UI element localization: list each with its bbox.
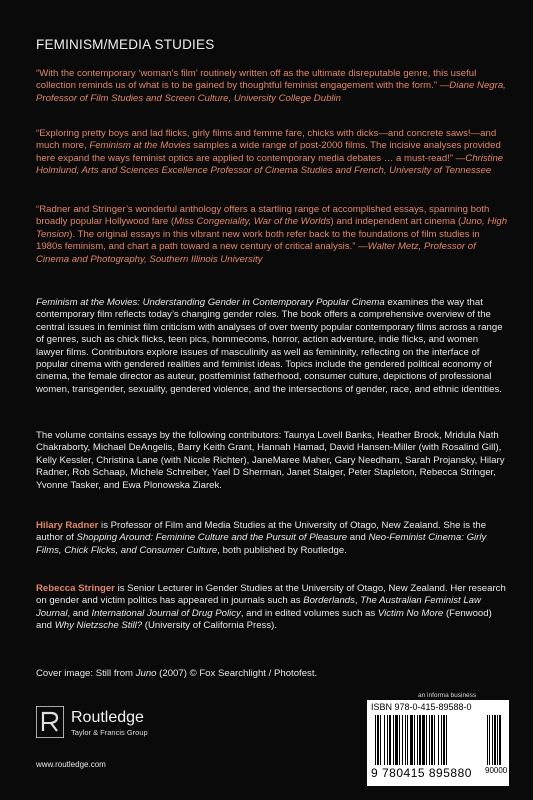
quote-attribution: —Diane Negra, Professor of Film Studies and Screen Culture, University College Dublin xyxy=(36,80,506,104)
bio-text: , and in edited volumes such as xyxy=(240,607,378,619)
addon-barcode-bars xyxy=(487,715,505,765)
film-title: Juno xyxy=(135,668,157,679)
barcode-bar xyxy=(443,715,445,765)
barcode-bar xyxy=(499,715,501,765)
author-name: Rebecca Stringer xyxy=(36,583,115,594)
barcode-bar xyxy=(494,715,496,765)
book-title: Neo-Feminist Cinema: Girly Films, Chick Flicks, and Consumer Culture xyxy=(36,532,487,556)
barcode-bar xyxy=(402,715,403,765)
volume-title: Why Nietzsche Still? xyxy=(54,620,143,632)
barcode-bar xyxy=(410,715,413,765)
quote-holmlund xyxy=(36,128,508,178)
barcode-bar xyxy=(487,715,488,765)
author-name: Hilary Radner xyxy=(36,520,99,531)
barcode-bar xyxy=(417,715,418,765)
quote-text: “Radner and Stringer’s wonderful anthology offers a startling range of accomplished essays, spanning both broadly popular Hollywood fare ( xyxy=(36,204,490,228)
informa-tagline: an informa business xyxy=(418,692,477,699)
barcode-bar xyxy=(395,715,398,765)
quote-film-titles: Juno, High Tension xyxy=(36,216,508,240)
quote-negra xyxy=(36,68,508,105)
bio-radner xyxy=(36,520,508,557)
quote-book-title: Feminism at the Movies xyxy=(89,140,191,152)
quote-metz xyxy=(36,204,508,266)
book-title: Shopping Around: Feminine Culture and the Pursuit of Pleasure xyxy=(76,532,348,544)
barcode-bar xyxy=(429,715,430,765)
bio-text: , both published by Routledge. xyxy=(217,544,347,556)
barcode-bar xyxy=(431,715,433,765)
bio-text: is Senior Lecturer in Gender Studies at the University of Otago, New Zealand. Her research on gender and victim politics has appeared in journals such as xyxy=(36,583,506,607)
quote-attribution: —Christine Holmlund, Arts and Sciences Excellence Professor of Cinema Studies and French, University of Tennessee xyxy=(36,152,504,177)
barcode-bar xyxy=(497,715,498,765)
barcode-bar xyxy=(492,715,493,765)
journal-title: The Australian Feminist Law Journal xyxy=(36,595,481,619)
bio-text: (Fenwood) and xyxy=(36,607,492,632)
publisher-website: www.routledge.com xyxy=(36,760,106,769)
journal-title: Borderlands xyxy=(303,595,355,607)
quote-text: ). The original essays in this vibrant new work both refer back to the foundations of film studies in 1980s feminism, and chart a path toward a new century of critical analysis.” xyxy=(36,228,480,253)
isbn-label: ISBN 978-0-415-89588-0 xyxy=(371,702,472,712)
book-description xyxy=(36,297,508,396)
quote-text: ) and independent art cinema ( xyxy=(330,216,462,228)
book-title: Feminism at the Movies: Understanding Gender in Contemporary Popular Cinema xyxy=(36,297,385,308)
routledge-r-icon xyxy=(36,706,64,738)
quote-text: “With the contemporary ‘woman’s film’ routinely written off as the ultimate disreputable genre, this useful collection reminds us of what is to be gained by thoughtful feminist engagement with the form.” xyxy=(36,68,477,92)
quote-text: samples a wide range of post-2000 films. The incisive analyses provided here expand the ways feminist optics are applied to contemporary media debates … a must-read!” xyxy=(36,140,501,164)
bio-stringer xyxy=(36,583,508,633)
bio-text: and xyxy=(347,532,369,544)
barcode-bar xyxy=(446,715,447,765)
quote-attribution: —Walter Metz, Professor of Cinema and Photography, Southern Illinois University xyxy=(36,241,476,265)
contributors-paragraph: The volume contains essays by the following contributors: Taunya Lovell Banks, Heather Brook, Mridula Nath Chakraborty, Michael DeAngelis, Barry Keith Grant, Hannah Hamad, David Hansen-Miller (with Rosalind Gill), Kelly Kessler, Christina Lane (with Nicole Richter), JaneMaree Maher, Gary Needham, Sarah Projansky, Hilary Radner, Rob Schaap, Michele Schreiber, Yael D Sherman, Janet Staiger, Peter Stapleton, Rebecca Stringer, Yvonne Tasker, and Ewa Plonowska Ziarek. xyxy=(36,430,505,491)
barcode-bar xyxy=(422,715,425,765)
barcode-bar xyxy=(375,715,376,765)
journal-title: International Journal of Drug Policy xyxy=(91,607,241,619)
barcode-bar xyxy=(407,715,408,765)
publisher-group: Taylor & Francis Group xyxy=(71,728,148,737)
cover-credit xyxy=(36,668,317,679)
quote-text: “Exploring pretty boys and lad flicks, girly films and femme fare, chicks with dicks—and concrete saws!—and much more, xyxy=(36,128,497,152)
credit-text: Cover image: Still from xyxy=(36,668,136,679)
barcode-bar xyxy=(489,715,490,765)
volume-title: Victim No More xyxy=(377,607,444,619)
publisher-name: Routledge xyxy=(71,709,144,726)
routledge-logo xyxy=(36,706,196,738)
credit-text: (2007) © Fox Searchlight / Photofest. xyxy=(156,668,318,679)
barcode-bar xyxy=(438,715,439,765)
barcode-bar xyxy=(393,715,394,765)
description-text: examines the way that contemporary film reflects today’s changing gender roles. The book offers a comprehensive overview of the central issues in feminist film criticism with analyses of over twenty popular contemporary films across a range of genres, such as chick flicks, teen pics, hommecoms, horror, action adventure, indie flicks, and women lawyer films. Contributors explore issues of masculinity as well as femininity, reflecting on the interface of popular cinema with gendered realities and feminist ideas. Topics include the gendered political economy of cinema, the female director as auteur, postfeminist fatherhood, consumer culture, depictions of professional women, transgender, sexuality, gendered violence, and the intersections of gender, race, and ethnic identities. xyxy=(36,297,503,395)
bio-text: is Professor of Film and Media Studies at the University of Otago, New Zealand. She is the author of xyxy=(36,520,487,544)
barcode-bar xyxy=(389,715,391,765)
bio-text: , and xyxy=(67,607,92,619)
barcode-bar xyxy=(434,715,435,765)
barcode-bar xyxy=(387,715,388,765)
barcode-bar xyxy=(426,715,427,765)
series-heading: FEMINISM/MEDIA STUDIES xyxy=(36,37,215,52)
isbn-digits: 9 780415 895880 xyxy=(371,766,472,780)
bio-text: , xyxy=(354,595,361,607)
barcode-bar xyxy=(419,715,421,765)
barcode-bar xyxy=(380,715,381,765)
isbn-barcode xyxy=(367,700,509,786)
bio-text: (University of California Press). xyxy=(142,620,278,632)
barcode-bar xyxy=(384,715,385,765)
barcode-bar xyxy=(414,715,415,765)
barcode-bar xyxy=(399,715,400,765)
barcode-bars xyxy=(375,715,483,765)
quote-film-titles: Miss Congeniality, War of the Worlds xyxy=(174,216,331,228)
addon-digits: 90000 xyxy=(485,766,508,775)
barcode-bar xyxy=(441,715,442,765)
barcode-bar xyxy=(377,715,379,765)
barcode-bar xyxy=(405,715,406,765)
